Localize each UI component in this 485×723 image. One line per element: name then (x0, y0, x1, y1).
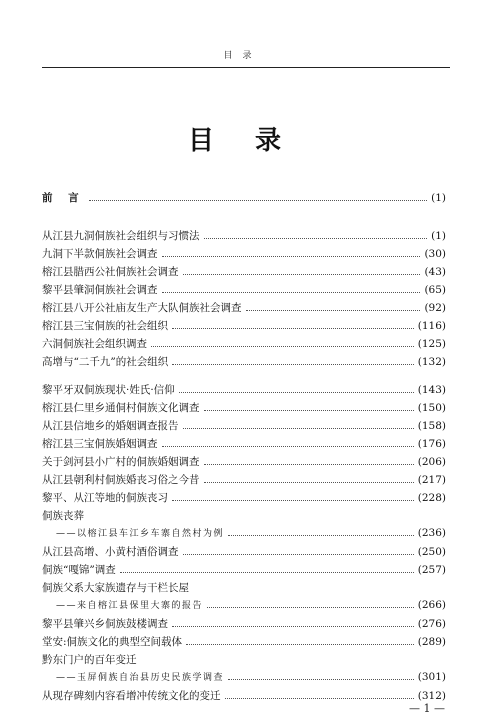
page-title: 目 录 (187, 126, 298, 156)
toc-entry-title: 高增与“二千九”的社会组织 (42, 356, 169, 368)
toc-entry-title: 九洞下半款侗族社会调查 (42, 248, 158, 260)
toc-entry-preface[interactable] (42, 190, 446, 208)
toc-entry-page: (132) (417, 356, 446, 368)
toc-preface-group (42, 190, 446, 208)
toc-entry-page: (236) (417, 527, 446, 539)
toc-group-social-organization (42, 228, 446, 372)
toc-entry[interactable] (42, 634, 446, 652)
leader-dots (162, 291, 421, 293)
toc-entry-title: 黎平、从江等地的侗族丧习 (42, 492, 168, 504)
toc-entry[interactable] (42, 336, 446, 354)
toc-entry-title: 从江县高增、小黄村酒俗调查 (42, 546, 179, 558)
toc-entry-page: (217) (417, 474, 446, 486)
toc-entry[interactable] (42, 436, 446, 454)
toc-entry-page: (301) (417, 671, 446, 683)
leader-dots (89, 199, 427, 201)
leader-dots (228, 534, 414, 536)
leader-dots (172, 499, 414, 501)
toc-entry[interactable] (42, 544, 446, 562)
leader-dots (228, 678, 414, 680)
toc-entry[interactable] (42, 508, 446, 526)
toc-entry-page: (266) (417, 599, 446, 611)
toc-entry-page: (30) (424, 248, 446, 260)
leader-dots (204, 481, 414, 483)
toc-entry-page: (312) (417, 690, 446, 702)
toc-entry-page: (289) (417, 636, 446, 648)
toc-entry-page: (276) (417, 618, 446, 630)
toc-entry-title: 榕江县三宝侗族的社会组织 (42, 320, 168, 332)
toc-entry-title: ——以榕江县车江乡车寨自然村为例 (56, 529, 225, 539)
toc-entry-title: ——来自榕江县保里大寨的报告 (56, 601, 204, 611)
leader-dots (172, 625, 414, 627)
toc-entry-title: 侗族丧葬 (42, 510, 84, 522)
leader-dots (183, 553, 414, 555)
toc-entry[interactable] (42, 246, 446, 264)
leader-dots (204, 463, 414, 465)
page-number: — 1 — (409, 702, 445, 715)
toc-entry-title: 六洞侗族社会组织调查 (42, 338, 147, 350)
toc-entry-page: (1) (431, 192, 446, 204)
toc-entry-page: (65) (424, 284, 446, 296)
toc-entry-page: (228) (417, 492, 446, 504)
toc-entry-title: 黎平县肇洞侗族社会调查 (42, 284, 158, 296)
toc-entry-page: (150) (417, 402, 446, 414)
toc-entry-page: (158) (417, 420, 446, 432)
toc-entry-title: 黎平县肇兴乡侗族鼓楼调查 (42, 618, 168, 630)
toc-entry-title: 黔东门户的百年变迁 (42, 654, 137, 666)
toc-entry[interactable] (42, 264, 446, 282)
leader-dots (207, 606, 414, 608)
toc-entry-title: 黎平牙双侗族现状·姓氏·信仰 (42, 384, 175, 396)
toc-entry-page: (176) (417, 438, 446, 450)
toc-entry[interactable] (42, 688, 446, 706)
toc-entry[interactable] (42, 354, 446, 372)
leader-dots (204, 409, 414, 411)
toc-entry-title: 堂安:侗族文化的典型空间载体 (42, 636, 183, 648)
toc-entry-title: 前 言 (42, 192, 85, 204)
leader-dots (183, 427, 414, 429)
toc-entry-title: 侗族“嘎锦”调查 (42, 564, 116, 576)
toc-entry-page: (92) (424, 302, 446, 314)
toc-entry-subtitle[interactable] (42, 526, 446, 544)
toc-entry[interactable] (42, 382, 446, 400)
toc-entry-title: 从江县信地乡的婚姻调查报告 (42, 420, 179, 432)
table-of-contents (42, 190, 446, 716)
toc-entry[interactable] (42, 418, 446, 436)
toc-entry-title: 从江县朝利村侗族婚丧习俗之今昔 (42, 474, 200, 486)
toc-group-customs (42, 382, 446, 706)
toc-entry[interactable] (42, 282, 446, 300)
toc-entry[interactable] (42, 228, 446, 246)
toc-entry-title: 榕江县八开公社庙友生产大队侗族社会调查 (42, 302, 242, 314)
leader-dots (120, 571, 414, 573)
toc-entry-page: (257) (417, 564, 446, 576)
toc-entry-title: 从江县九洞侗族社会组织与习惯法 (42, 230, 200, 242)
toc-entry[interactable] (42, 400, 446, 418)
leader-dots (225, 697, 414, 699)
toc-entry-page: (250) (417, 546, 446, 558)
toc-entry-title: 关于剑河县小广村的侗族婚姻调查 (42, 456, 200, 468)
toc-entry-subtitle[interactable] (42, 670, 446, 688)
leader-dots (162, 255, 421, 257)
leader-dots (162, 445, 414, 447)
leader-dots (151, 345, 414, 347)
toc-entry-title: 榕江县三宝侗族婚姻调查 (42, 438, 158, 450)
toc-entry-page: (206) (417, 456, 446, 468)
toc-entry-page: (143) (417, 384, 446, 396)
toc-entry[interactable] (42, 652, 446, 670)
toc-entry[interactable] (42, 318, 446, 336)
toc-entry[interactable] (42, 616, 446, 634)
toc-entry[interactable] (42, 490, 446, 508)
toc-entry-title: 榕江县仁里乡通侗村侗族文化调查 (42, 402, 200, 414)
toc-entry-page: (125) (417, 338, 446, 350)
toc-entry-subtitle[interactable] (42, 598, 446, 616)
toc-entry-title: 榕江县腊西公社侗族社会调查 (42, 266, 179, 278)
leader-dots (172, 327, 414, 329)
leader-dots (179, 391, 414, 393)
toc-entry-title: 侗族父系大家族遗存与干栏长屋 (42, 582, 189, 594)
running-head: 目录 (223, 51, 262, 61)
toc-entry[interactable] (42, 454, 446, 472)
toc-entry[interactable] (42, 580, 446, 598)
header-rule (42, 67, 450, 68)
toc-entry-page: (1) (431, 230, 446, 242)
toc-entry-page: (116) (417, 320, 446, 332)
toc-entry[interactable] (42, 300, 446, 318)
toc-entry[interactable] (42, 472, 446, 490)
leader-dots (186, 643, 414, 645)
leader-dots (246, 309, 421, 311)
leader-dots (172, 363, 414, 365)
toc-entry-title: 从现存碑刻内容看增冲传统文化的变迁 (42, 690, 221, 702)
leader-dots (204, 237, 428, 239)
toc-entry-page: (43) (424, 266, 446, 278)
toc-entry-title: ——玉屏侗族自治县历史民族学调查 (56, 673, 225, 683)
leader-dots (183, 273, 421, 275)
toc-entry[interactable] (42, 562, 446, 580)
